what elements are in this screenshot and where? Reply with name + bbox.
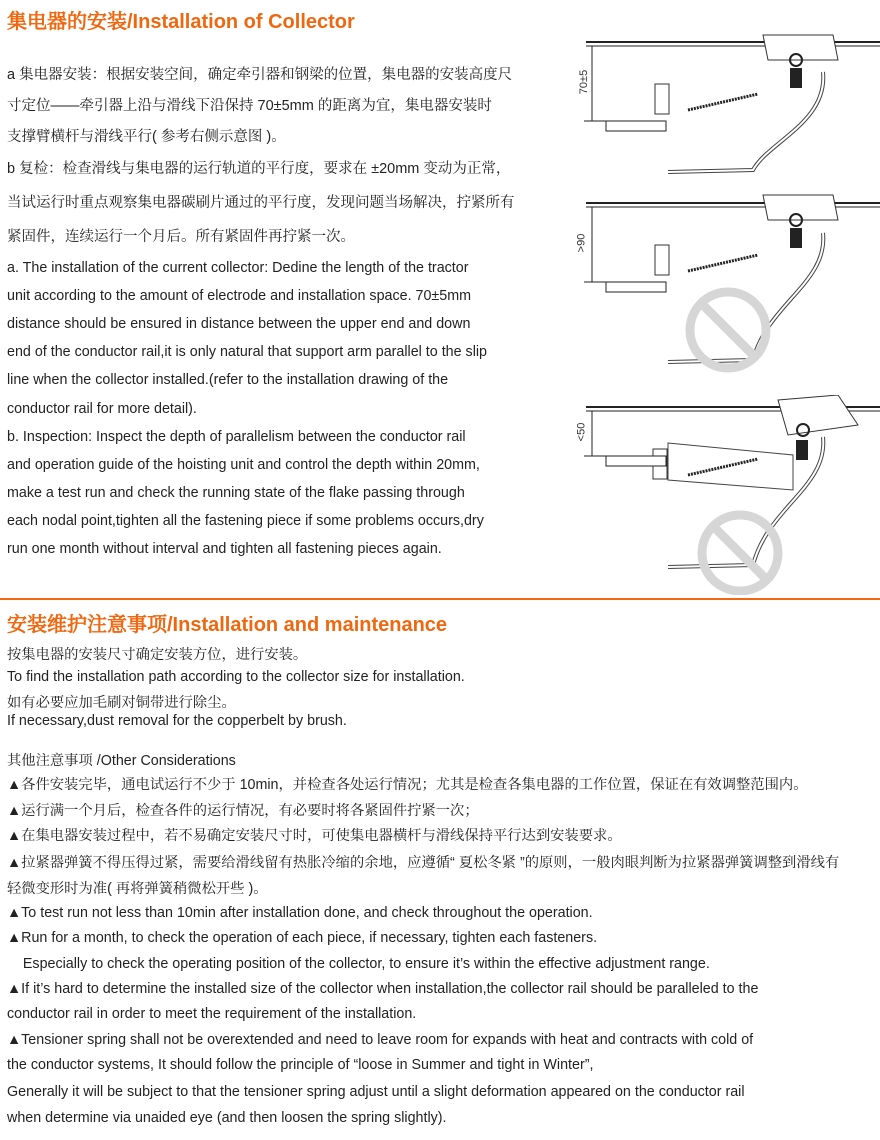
paragraph-line-en: unit according to the amount of electrode and installation space. 70±5mm (7, 288, 472, 305)
paragraph-line-en: a. The installation of the current collector: Dedine the length of the tractor (7, 260, 469, 276)
list-line: the conductor systems, It should follow the principle of “loose in Summer and tight in Winter”, (7, 1057, 594, 1073)
paragraph-line-zh: 寸定位——牵引器上沿与滑线下沿保持 70±5mm 的距离为宜，集电器安装时 (7, 98, 492, 114)
list-line: ▲各件安装完毕，通电试运行不少于 10min，并检查各处运行情况；尤其是检查各集电器的工作位置，保证在有效调整范围内。 (7, 777, 808, 793)
collector-installation-diagram (575, 395, 880, 595)
paragraph-line-en: end of the conductor rail,it is only natural that support arm parallel to the slip (7, 344, 487, 361)
paragraph-line-zh: 紧固件，连续运行一个月后。所有紧固件再拧紧一次。 (7, 229, 355, 245)
paragraph-line-en: distance should be ensured in distance between the upper end and down (7, 316, 471, 333)
list-line: ▲运行满一个月后，检查各件的运行情况，有必要时将各紧固件拧紧一次； (7, 803, 479, 819)
list-line: 按集电器的安装尺寸确定安装方位，进行安装。 (7, 647, 308, 663)
paragraph-line-en: run one month without interval and tighten all fastening pieces again. (7, 541, 442, 557)
paragraph-line-en: line when the collector installed.(refer to the installation drawing of the (7, 372, 449, 389)
paragraph-line-en: each nodal point,tighten all the fastening piece if some problems occurs,dry (7, 512, 484, 529)
section-divider (0, 598, 880, 600)
paragraph-line-zh: 当试运行时重点观察集电器碳刷片通过的平行度，发现问题当场解决，拧紧所有 (7, 195, 515, 211)
list-line: To find the installation path according to the collector size for installation. (7, 669, 465, 685)
paragraph-line-en: and operation guide of the hoisting unit and control the depth within 20mm, (7, 456, 480, 473)
list-line: ▲拉紧器弹簧不得压得过紧，需要给滑线留有热胀冷缩的余地，应遵循“ 夏松冬紧 ”的原则，一般肉眼判断为拉紧器弹簧调整到滑线有 (7, 855, 840, 871)
dimension-label: 70±5 (578, 69, 591, 94)
dimension-label: <50 (575, 422, 588, 441)
section-title-installation: 集电器的安装/Installation of Collector (7, 11, 355, 33)
paragraph-line-en: conductor rail for more detail). (7, 400, 197, 417)
paragraph-line-zh: 支撑臂横杆与滑线平行( 参考右侧示意图 )。 (7, 129, 286, 145)
prohibited-icon (690, 292, 766, 368)
list-line: ▲To test run not less than 10min after installation done, and check throughout the operation. (7, 905, 593, 921)
paragraph-line-zh: a 集电器安装：根据安装空间，确定牵引器和钢梁的位置，集电器的安装高度尺 (7, 67, 513, 83)
paragraph-line-en: make a test run and check the running state of the flake passing through (7, 484, 465, 501)
collector-installation-diagram (575, 190, 880, 390)
list-line: 其他注意事项 /Other Considerations (7, 753, 236, 769)
list-line: 如有必要应加毛刷对铜带进行除尘。 (7, 695, 236, 711)
paragraph-line-zh: b 复检：检查滑线与集电器的运行轨道的平行度，要求在 ±20mm 变动为正常， (7, 161, 511, 177)
list-line: ▲Tensioner spring shall not be overextended and need to leave room for expands with heat and contracts with cold of (7, 1032, 754, 1048)
list-line: Generally it will be subject to that the tensioner spring adjust until a slight deformation appeared on the conductor rail (7, 1084, 745, 1100)
list-line: ▲在集电器安装过程中，若不易确定安装尺寸时，可使集电器横杆与滑线保持平行达到安装要求。 (7, 828, 622, 844)
list-line: ▲If it’s hard to determine the installed size of the collector when installation,the collector rail should be paralleled to the (7, 981, 759, 997)
list-line: conductor rail in order to meet the requirement of the installation. (7, 1006, 417, 1022)
list-line: Especially to check the operating position of the collector, to ensure it’s within the effective adjustment range. (7, 956, 710, 972)
section-title-maintenance: 安装维护注意事项/Installation and maintenance (7, 614, 448, 636)
list-line: 轻微变形时为准( 再将弹簧稍微松开些 )。 (7, 881, 268, 897)
list-line: If necessary,dust removal for the copperbelt by brush. (7, 713, 347, 729)
list-line: when determine via unaided eye (and then loosen the spring slightly). (7, 1110, 447, 1126)
list-line: ▲Run for a month, to check the operation of each piece, if necessary, tighten each fasteners. (7, 930, 598, 946)
prohibited-icon (702, 515, 778, 591)
paragraph-line-en: b. Inspection: Inspect the depth of parallelism between the conductor rail (7, 428, 466, 445)
dimension-label: >90 (575, 233, 588, 252)
